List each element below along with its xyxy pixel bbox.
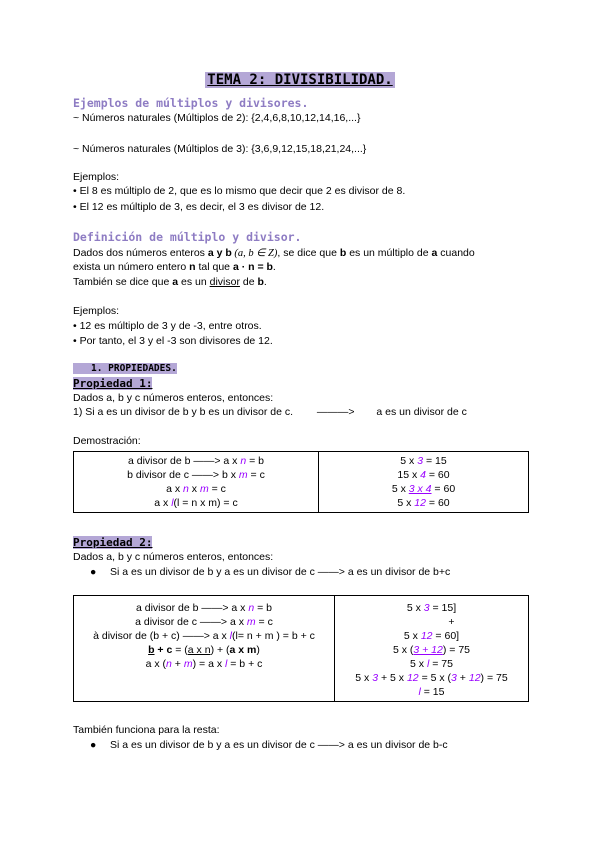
example-line: • 12 es múltiplo de 3 y de -3, entre otros. (73, 320, 262, 332)
property-bullet: ● Si a es un divisor de b y a es un divisor de c ——> a es un divisor de b+c (90, 566, 451, 578)
properties-heading: 1. PROPIEDADES. (73, 362, 177, 374)
demo-table-1 (73, 451, 529, 513)
demo-label: Demostración: (73, 435, 141, 447)
demo-left-cell: a divisor de b ——> a x n = b a divisor de c ——> a x m = c à divisor de (b + c) ——> a x l(l= n + m ) = b + c b + c = (a x n) + (a x m) a x (n + m) = a x l = b + c (74, 596, 335, 702)
multiples-of-3: ~ Números naturales (Múltiplos de 3): {3,6,9,12,15,18,21,24,...} (73, 143, 367, 155)
page-title: TEMA 2: DIVISIBILIDAD. (207, 72, 393, 88)
property-text: Dados a, b y c números enteros, entonces: (73, 551, 274, 563)
definition-line: exista un número entero n tal que a · n = b. (73, 261, 276, 273)
section-heading-definition: Definición de múltiplo y divisor. (73, 230, 302, 244)
demo-right-cell: 5 x 3 = 15] + 5 x 12 = 60] 5 x (3 + 12) = 75 5 x l = 75 5 x 3 + 5 x 12 = 5 x (3 + 12) = 75 l = 15 (335, 596, 529, 702)
property-text: 1) Si a es un divisor de b y b es un divisor de c. ———> a es un divisor de c (73, 406, 467, 418)
demo-right-cell: 5 x 3 = 15 15 x 4 = 60 5 x 3 x 4 = 60 5 x 12 = 60 (319, 452, 529, 513)
multiples-of-2: ~ Números naturales (Múltiplos de 2): {2,4,6,8,10,12,14,16,...} (73, 112, 361, 124)
definition-line: Dados dos números enteros a y b (a, b ∈ Z), se dice que b es un múltiplo de a cuando (73, 247, 475, 259)
demo-table-2 (73, 595, 529, 702)
definition-line: También se dice que a es un divisor de b. (73, 276, 267, 288)
property-text: Dados a, b y c números enteros, entonces: (73, 392, 274, 404)
resta-label: También funciona para la resta: (73, 724, 220, 736)
property-1-label: Propiedad 1: (73, 377, 153, 390)
example-line: • El 8 es múltiplo de 2, que es lo mismo que decir que 2 es divisor de 8. (73, 185, 406, 197)
examples-label: Ejemplos: (73, 305, 120, 317)
example-line: • El 12 es múltiplo de 3, es decir, el 3 es divisor de 12. (73, 201, 325, 213)
section-heading-examples: Ejemplos de múltiplos y divisores. (73, 96, 309, 110)
examples-label: Ejemplos: (73, 171, 120, 183)
property-2-label: Propiedad 2: (73, 536, 153, 549)
demo-left-cell: a divisor de b ——> a x n = b b divisor de c ——> b x m = c a x n x m = c a x l(l = n x m) = c (74, 452, 319, 513)
resta-bullet: ● Si a es un divisor de b y a es un divisor de c ——> a es un divisor de b-c (90, 739, 448, 751)
example-line: • Por tanto, el 3 y el -3 son divisores de 12. (73, 335, 273, 347)
